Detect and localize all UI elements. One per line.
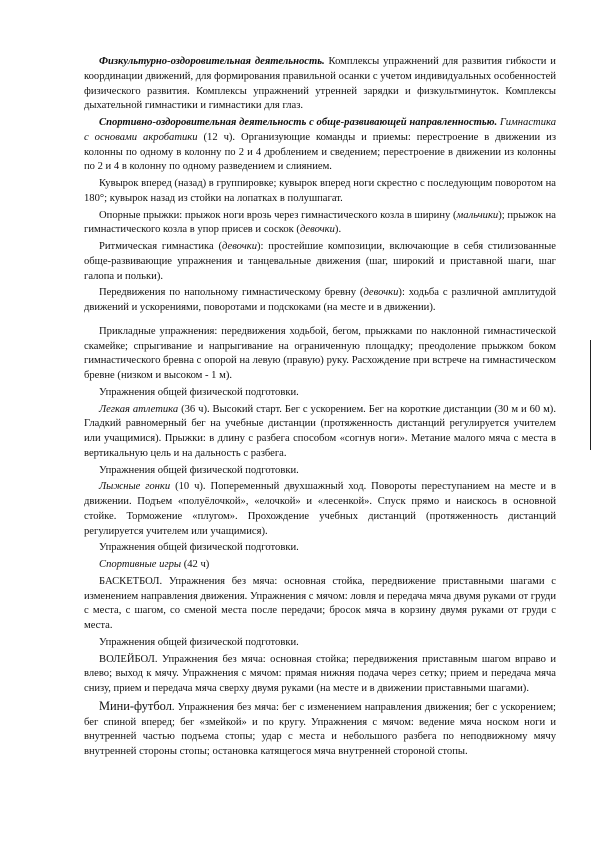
subsection-title: Гимнастика с основами акробатики (84, 117, 556, 143)
paragraph-text: ): простейшие композиции, включающие в себя стилизованные обще-развивающие упражнения и танцевальные движения (шаг, широкий и приставной шаги, шаг галопа и польки). (84, 241, 556, 282)
subsection-title: Лыжные гонки (99, 481, 171, 493)
document-page (84, 55, 556, 762)
paragraph-general-training (84, 541, 556, 556)
emphasis-text: девочки (363, 287, 399, 299)
paragraph-text: (10 ч). Попеременный двухшажный ход. Повороты переступанием на месте и в движении. Подъем «полуёлочкой», «елочкой» и «лесенкой». Спуск прямо и наискось в основной стойке. Торможение «плугом». Прохождение учебных дистанций (протяженность дистанций регулируется учителем или учащимися). (84, 481, 556, 537)
subsection-title: Спортивные игры (99, 559, 182, 570)
paragraph-sport-games (84, 558, 556, 573)
paragraph-athletics (84, 403, 556, 462)
paragraph-text: Передвижения по напольному гимнастическому бревну ( (99, 287, 364, 299)
paragraph-general-training (84, 464, 556, 479)
section-heading: Физкультурно-оздоровительная деятельность. (99, 56, 325, 67)
paragraph-text: ). (334, 224, 342, 236)
paragraph-text: ): ходьба с различной амплитудой движений и ускорениями, поворотами и подскоками (на месте и в движении). (84, 287, 556, 313)
paragraph-text: (12 ч). Организующие команды и приемы: перестроение в движении из колонны по одному в колонну по 2 и 4 дроблением и сведением; перестроение в движении из колонны по 2 и 4 в колонну по одному разведением и слиянием. (84, 131, 557, 173)
paragraph-text: ); прыжок на гимнастического козла в упор присев и соскок ( (84, 209, 556, 236)
paragraph-rhythmic (84, 240, 556, 284)
emphasis-text: девочки (299, 224, 335, 236)
paragraph-text: . Упражнения без мяча: бег с изменением направления движения; бег с ускорением; бег спиной вперед; бег «змейкой» и по кругу. Упражнения с мячом: ведение мяча носком ноги и внутренней частью подъема стопы; удар с места и небольшого разбега по неподвижному мячу внутренней стороны стопы; остановка катящегося мяча внутренней стороной стопы. (84, 701, 556, 757)
paragraph-beam (84, 286, 556, 316)
paragraph-text: ВОЛЕЙБОЛ. Упражнения без мяча: основная стойка; передвижения приставным шагом вправо и влево; выход к мячу. Упражнения с мячом: прямая нижняя подача через сетку; прием и передача мяча снизу, прием и передача мяча сверху двумя руками (на месте и в движении приставными шагами). (84, 653, 556, 694)
paragraph-text: БАСКЕТБОЛ. Упражнения без мяча: основная стойка, передвижение приставными шагами с изменением направления движения. Упражнения с мячом: ловля и передача мяча двумя руками от груди с места, с шагом, со сменой места после передачи; бросок мяча в корзину двумя руками от груди с места. (84, 575, 556, 631)
paragraph-text: Упражнения общей физической подготовки. (99, 464, 299, 476)
paragraph-text: Опорные прыжки: прыжок ноги врозь через гимнастического козла в ширину ( (99, 209, 457, 221)
paragraph-text: Ритмическая гимнастика ( (99, 241, 223, 252)
paragraph-volleyball (84, 653, 556, 697)
paragraph-somersault (84, 177, 556, 207)
paragraph-text: (36 ч). Высокий старт. Бег с ускорением. Бег на короткие дистанции (30 м и 60 м). Гладкий равномерный бег на учебные дистанции (протяженность дистанций регулируется учителем или учащимися). Прыжки: в длину с разбега способом «согнув ноги». Метание малого мяча с места в вертикальную цель и на дальность с разбега. (84, 403, 556, 459)
paragraph-sport-health (84, 116, 556, 175)
paragraph-text: (42 ч) (181, 559, 210, 570)
subsection-title: Легкая атлетика (99, 403, 179, 415)
paragraph-physical-health (84, 55, 556, 114)
paragraph-skiing (84, 480, 556, 539)
subsection-title: Мини-футбол (99, 698, 172, 713)
emphasis-text: мальчики (456, 209, 499, 221)
paragraph-general-training (84, 636, 556, 651)
paragraph-text: Прикладные упражнения: передвижения ходьбой, бегом, прыжками по наклонной гимнастической скамейке; спрыгивание и напрыгивание на ограниченную площадку; преодоление прыжком боком гимнастического бревна с опорой на левую (правую) руку. Расхождение при встрече на гимнастическом бревне (низком и высоком - 1 м). (84, 325, 556, 381)
paragraph-text: Упражнения общей физической подготовки. (99, 542, 299, 554)
paragraph-text: Комплексы упражнений для развития гибкости и координации движений, для формирования правильной осанки с учетом индивидуальных особенностей физического развития. Комплексы упражнений утренней зарядки и физкультминуток. Комплексы дыхательной гимнастики и гимнастики для глаз. (84, 56, 556, 112)
paragraph-mini-football (84, 699, 556, 760)
margin-line (590, 340, 591, 450)
paragraph-text: Упражнения общей физической подготовки. (99, 386, 299, 398)
emphasis-text: девочки (222, 241, 258, 252)
paragraph-general-training (84, 386, 556, 401)
paragraph-vaults (84, 209, 556, 239)
paragraph-basketball (84, 575, 556, 634)
section-heading: Спортивно-оздоровительная деятельность с обще-развивающей направленностью. (99, 117, 498, 128)
paragraph-applied (84, 325, 556, 384)
paragraph-text: Кувырок вперед (назад) в группировке; кувырок вперед ноги скрестно с последующим поворотом на 180°; кувырок назад из стойки на лопатках в полушпагат. (84, 178, 556, 204)
paragraph-text: Упражнения общей физической подготовки. (99, 636, 299, 648)
